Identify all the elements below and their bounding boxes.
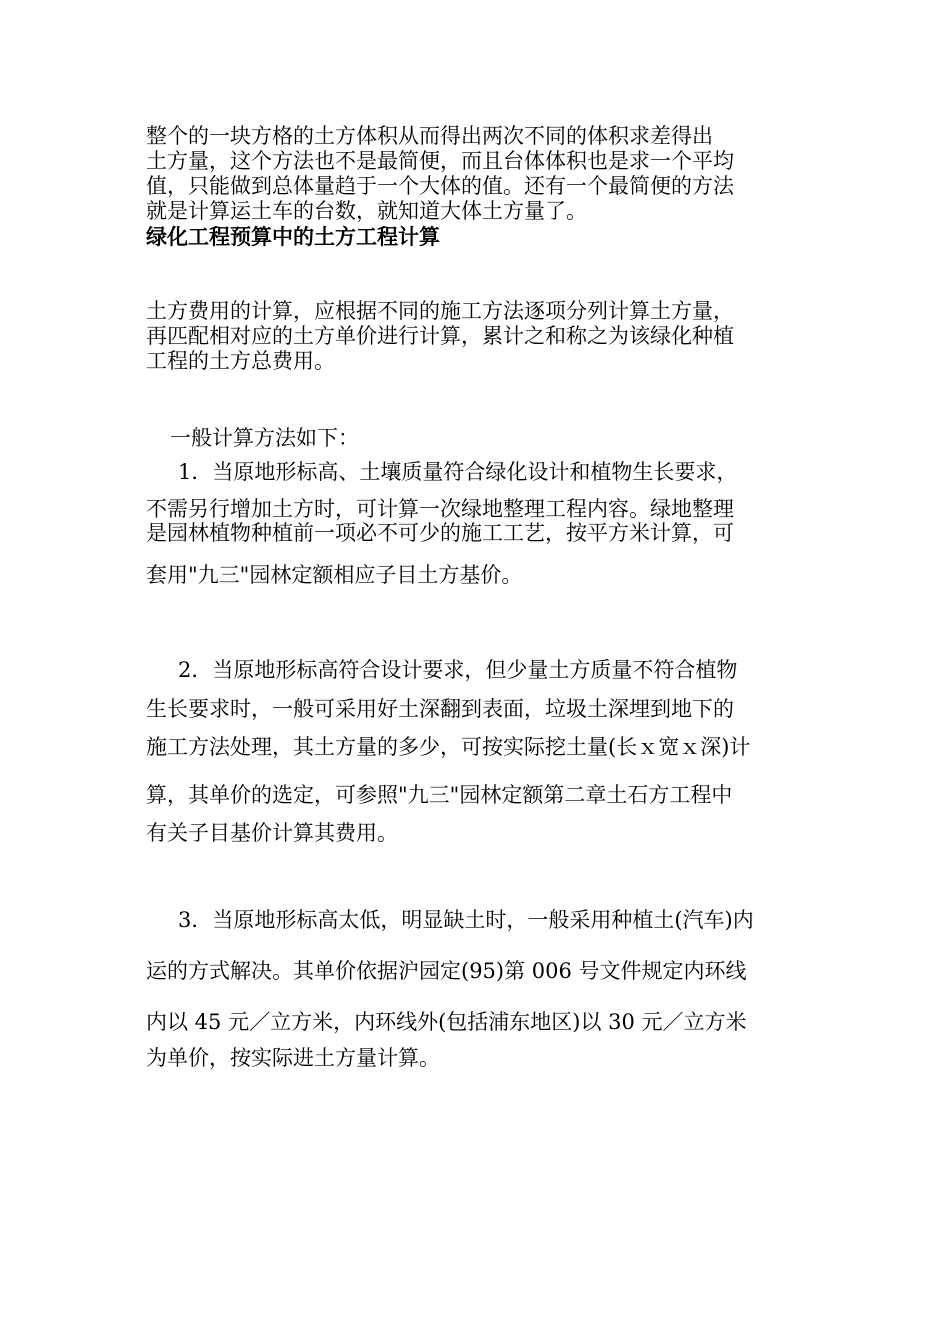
paragraph-line: 再匹配相对应的土方单价进行计算，累计之和称之为该绿化种植 <box>146 324 734 348</box>
intro-line: 值，只能做到总体量趋于一个大体的值。还有一个最简便的方法 <box>146 174 734 198</box>
item-3-line: 为单价，按实际进土方量计算。 <box>146 1046 440 1070</box>
item-3-line: 运的方式解决。其单价依据沪园定(95)第 006 号文件规定内环线 <box>146 959 747 983</box>
paragraph-line: 工程的土方总费用。 <box>146 349 335 373</box>
item-2-line: 施工方法处理，其土方量的多少，可按实际挖土量(长ｘ宽ｘ深)计 <box>146 735 751 759</box>
item-1-line: 是园林植物种植前一项必不可少的施工工艺，按平方米计算，可 <box>146 521 734 545</box>
item-2-line: 有关子目基价计算其费用。 <box>146 821 398 845</box>
intro-line: 就是计算运土车的台数，就知道大体土方量了。 <box>146 199 587 223</box>
intro-line: 土方量，这个方法也不是最简便，而且台体体积也是求一个平均 <box>146 149 734 173</box>
item-2-line: 生长要求时，一般可采用好土深翻到表面，垃圾土深埋到地下的 <box>146 697 734 721</box>
item-1-line: 套用"九三"园林定额相应子目土方基价。 <box>146 563 523 587</box>
paragraph-line: 土方费用的计算，应根据不同的施工方法逐项分列计算土方量， <box>146 299 734 323</box>
item-2-line: 算，其单价的选定，可参照"九三"园林定额第二章土石方工程中 <box>146 783 733 807</box>
item-1-line: 1．当原地形标高、土壤质量符合绿化设计和植物生长要求， <box>178 460 738 484</box>
item-3-line: 3．当原地形标高太低，明显缺土时，一般采用种植土(汽车)内 <box>178 908 754 932</box>
item-3-line: 内以 45 元／立方米，内环线外(包括浦东地区)以 30 元／立方米 <box>146 1010 747 1034</box>
item-2-line: 2．当原地形标高符合设计要求，但少量土方质量不符合植物 <box>178 658 738 682</box>
section-heading: 绿化工程预算中的土方工程计算 <box>146 225 440 249</box>
method-intro: 一般计算方法如下： <box>170 426 359 450</box>
item-1-line: 不需另行增加土方时，可计算一次绿地整理工程内容。绿地整理 <box>146 497 734 521</box>
intro-line: 整个的一块方格的土方体积从而得出两次不同的体积求差得出 <box>146 124 713 148</box>
